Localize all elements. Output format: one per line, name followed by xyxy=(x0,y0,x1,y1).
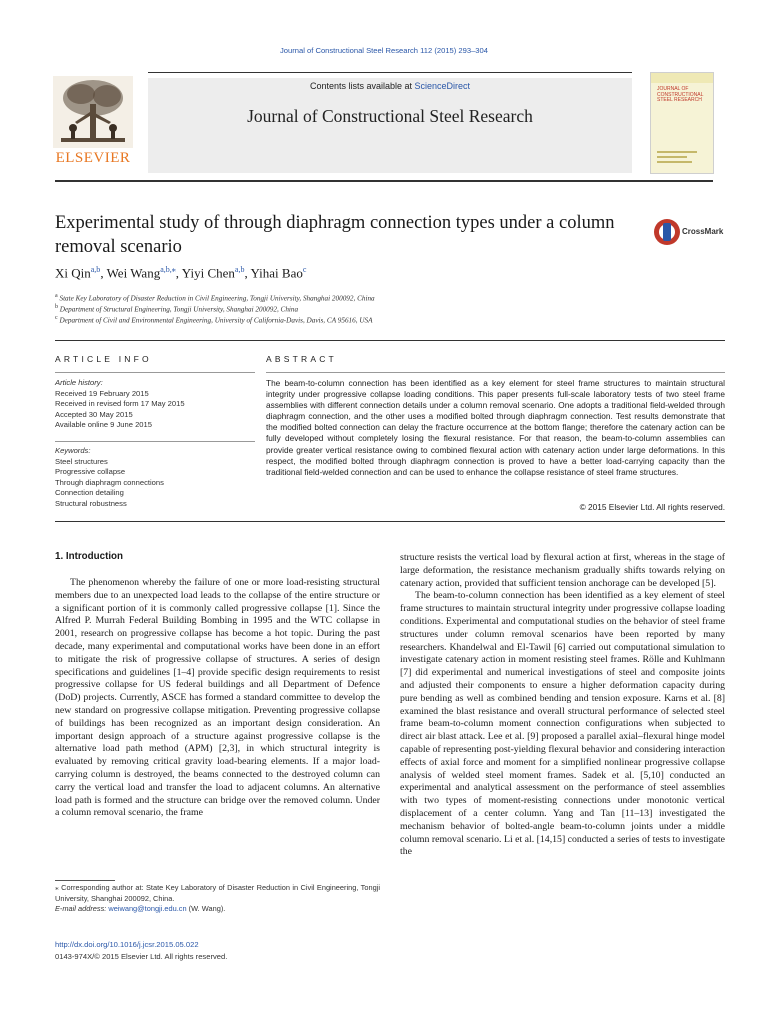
info-rule xyxy=(55,372,255,373)
abstract-rule xyxy=(266,372,725,373)
author-affiliation-mark[interactable]: a,b xyxy=(234,265,245,274)
history-item: Received in revised form 17 May 2015 xyxy=(55,399,185,408)
article-info-heading: ARTICLE INFO xyxy=(55,354,152,364)
author-affiliation-mark[interactable]: c xyxy=(302,265,307,274)
body-paragraph: The phenomenon whereby the failure of one or more load-resisting structural members due to an unexpected load leads to the collapse of the entire structure or a significant portion of it is commonly called progressive collapse [1]. Since the Alfred P. Murrah Federal Building Bombing in 1995 and the WTC collapse in 2001, research on progressive collapse has become a hot topic. During the past decade, many experimental and computational works have been done in an effort to mitigate the risk of progressive collapse of structures. A series of design specifications and guidelines [1–4] provide specific design requirements to resist progressive collapse for US federal buildings and all Department of Defence (DoD) projects. Currently, ASCE has formed a standard committee to develop the new standard on progressive collapse mitigation. Preventing progressive collapse of buildings has been recognized as an important design consideration. An important design approach of a structure against progressive collapse is the alternative load path method (APM) [2,3], in which structural integrity is evaluated by removing critical gravity load-bearing elements. If a major load-carrying column is destroyed, the beams connected to the destroyed column can carry the vertical load and transfer the load to adjacent columns. An alternative load path is formed and the structure can bridge over the removed column. Under a column removal scenario, the frame xyxy=(55,577,380,819)
section-rule xyxy=(55,521,725,522)
affiliation-mark: a xyxy=(55,293,58,299)
author-separator: , xyxy=(244,265,251,281)
abstract-heading: ABSTRACT xyxy=(266,354,337,364)
keywords-rule xyxy=(55,441,255,442)
keyword: Steel structures xyxy=(55,456,108,466)
history-item: Received 19 February 2015 xyxy=(55,388,149,398)
affiliation-b xyxy=(55,304,298,313)
abstract-text: The beam-to-column connection has been identified as a key element for steel frame structures to maintain structural integrity under progressive collapse loading conditions. This paper presents full-scale laboratory tests of two steel frame assemblies with different connection details under a column removal scenario. One adopts a traditional field-welded through diaphragm connection, and the other uses a modified bolted through diaphragm connection. Test results demonstrate that the modified bolted connection can delay the fracture occurrence at the bottom flange; therefore the catenary action can be fully developed without completely losing the flexural resistance. For that reason, the beam-to-column assemblies can provide greater vertical resistance owing to combined flexural action with catenary action under large deformations. In this respect, the modified bolted through diaphragm connection is proved to have a better load-carrying capacity than the traditional field-welded connection and can be used to enhance the collapse resistance of steel frame structures. xyxy=(266,378,725,477)
body-paragraph: structure resists the vertical load by flexural action at first, whereas in the stage of large deformation, the resistance mechanism gradually shifts towards relying on catenary action, provided that sufficient tension anchorage can be developed [5]. xyxy=(400,552,725,589)
author-name: Xi Qin xyxy=(55,265,91,281)
cover-line xyxy=(657,161,692,163)
cover-line xyxy=(657,151,697,153)
keyword: Progressive collapse xyxy=(55,467,126,476)
email-suffix: (W. Wang). xyxy=(186,904,226,913)
affiliation-mark: c xyxy=(55,315,58,321)
footnote-text: ⁎ Corresponding author at: State Key Laboratory of Disaster Reduction in Civil Engineering, Tongji University, Shanghai 200092, China. xyxy=(55,883,380,903)
author-affiliation-mark[interactable]: a,b xyxy=(90,265,101,274)
contents-prefix: Contents lists available at xyxy=(309,81,415,91)
header-rule-top xyxy=(148,72,632,73)
sciencedirect-link[interactable]: ScienceDirect xyxy=(414,81,471,91)
author-email-link[interactable]: weiwang@tongji.edu.cn xyxy=(108,904,187,913)
section-heading-introduction: 1. Introduction xyxy=(55,551,124,562)
affiliation-c xyxy=(55,315,373,324)
abstract-copyright: © 2015 Elsevier Ltd. All rights reserved. xyxy=(579,502,725,512)
body-column-left xyxy=(55,577,380,820)
history-item: Accepted 30 May 2015 xyxy=(55,409,133,419)
journal-title[interactable]: Journal of Constructional Steel Research xyxy=(247,106,533,126)
history-item: Available online 9 June 2015 xyxy=(55,420,152,429)
body-paragraph: The beam-to-column connection has been identified as a key element of steel frame structures to maintain structural integrity under progressive collapse loading conditions. Experimental and computational studies on the behavior of steel frame structures under column removal scenarios have been reported by many researchers. Khandelwal and El-Tawil [6] carried out computational simulation to investigate catenary action in moment resisting steel frames. Rölle and Kuhlmann [7] did experimental and numerical investigations of steel and composite joints and adjusted their components to ensure a higher deformation capacity during pure bending as well as combined bending and tension exposure. Karns et al. [8] examined the blast resistance and overall structural performance of selected steel frame beam-to-column moment connection configurations when subjected to direct air blast attack. Lee et al. [9] proposed a parallel axial–flexural hinge model capable of representing post-yielding flexural behavior and considering interaction effects of axial force and moment for a simplified nonlinear progressive collapse analysis of welded steel moment frames. Sadek et al. [5,10] conducted an experimental and analytical assessment on the performance of steel assemblies with two types of moment-resisting connections under monotonic vertical displacement of a center column. Yang and Tan [11–13] investigated the mechanism behavior of bolted-angle beam-to-column joints under a middle column removal scenario. Li et al. [14,15] conducted a series of tests to investigate the xyxy=(400,590,725,858)
journal-cover-thumbnail[interactable] xyxy=(650,72,714,174)
section-rule xyxy=(55,340,725,341)
header-rule-bottom xyxy=(55,180,713,182)
keyword: Structural robustness xyxy=(55,498,127,508)
email-label: E-mail address: xyxy=(55,904,109,913)
footnote-email-line xyxy=(55,904,380,915)
body-column-right xyxy=(400,552,725,859)
author-affiliation-mark[interactable]: a,b,⁎ xyxy=(160,265,176,274)
author-name: Wei Wang xyxy=(106,265,161,281)
affiliation-text: Department of Civil and Environmental Engineering, University of California-Davis, Davis, CA 95616, USA xyxy=(59,316,373,325)
history-label: Article history: xyxy=(55,378,103,387)
author-separator: , xyxy=(175,265,182,281)
crossmark-label[interactable]: CrossMark xyxy=(682,227,724,236)
author-separator: , xyxy=(100,265,107,281)
keyword: Connection detailing xyxy=(55,488,124,497)
footnote-rule xyxy=(55,880,115,881)
elsevier-wordmark: ELSEVIER xyxy=(55,150,131,166)
affiliation-a xyxy=(55,293,375,302)
keyword: Through diaphragm connections xyxy=(55,477,164,487)
contents-line xyxy=(148,81,632,91)
article-history xyxy=(55,378,255,431)
journal-reference[interactable]: Journal of Constructional Steel Research 112 (2015) 293–304 xyxy=(280,46,488,55)
affiliation-text: State Key Laboratory of Disaster Reduction in Civil Engineering, Tongji University, Shanghai 200092, China xyxy=(59,294,375,303)
corresponding-author-footnote xyxy=(55,883,380,915)
article-title: Experimental study of through diaphragm connection types under a column removal scenario xyxy=(55,213,615,257)
author-name: Yiyi Chen xyxy=(181,265,235,281)
issn-line: 0143-974X/© 2015 Elsevier Ltd. All rights reserved. xyxy=(55,952,228,961)
cover-top-band xyxy=(651,73,713,83)
doi-link[interactable]: http://dx.doi.org/10.1016/j.jcsr.2015.05.022 xyxy=(55,940,199,949)
keywords-label: Keywords: xyxy=(55,446,91,455)
cover-line xyxy=(657,156,687,158)
author-list xyxy=(55,265,306,281)
author-name: Yihai Bao xyxy=(250,265,303,281)
affiliation-mark: b xyxy=(55,304,58,310)
affiliation-text: Department of Structural Engineering, Tongji University, Shanghai 200092, China xyxy=(59,305,299,314)
keywords-block xyxy=(55,446,255,509)
cover-title: JOURNAL OF CONSTRUCTIONAL STEEL RESEARCH xyxy=(657,86,704,104)
